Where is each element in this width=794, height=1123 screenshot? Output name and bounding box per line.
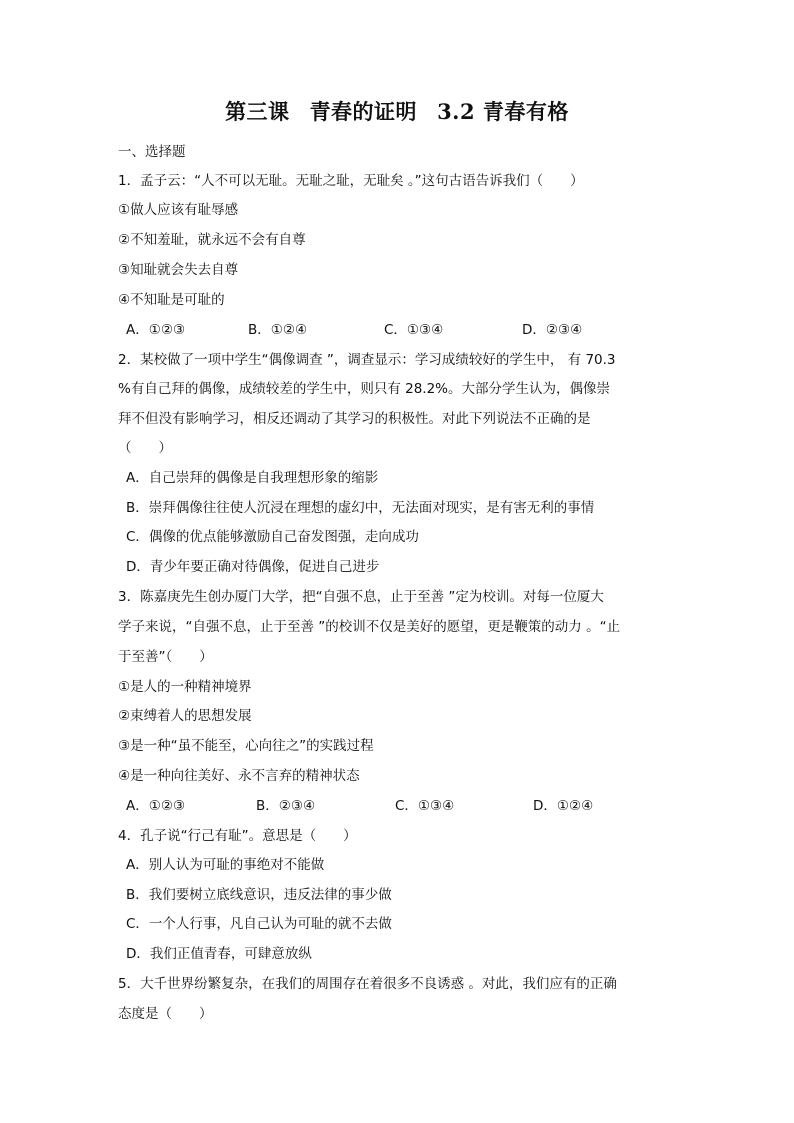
q2-option-c: C．偶像的优点能够激励自己奋发图强，走向成功 [126,529,419,545]
q1-stem: 1．孟子云：“人不可以无耻。无耻之耻，无耻矣 。”这句古语告诉我们（ ） [118,173,584,189]
q2-stem-line-3: 拜不但没有影响学习，相反还调动了其学习的积极性。对此下列说法不正确的是 [118,411,591,427]
q1-option-d: D．②③④ [522,322,583,338]
q1-option-b: B．①②④ [248,322,308,338]
title-section: 3.2 青春有格 [437,99,569,124]
q2-stem-line-1: 2．某校做了一项中学生“偶像调查 ”，调查显示：学习成绩较好的学生中， 有 70.3 [118,352,616,368]
title-lesson: 第三课 [225,99,290,124]
q3-options [126,796,593,816]
q3-item-4: ④是一种向往美好、永不言弃的精神状态 [118,768,360,784]
q2-option-a: A．自己崇拜的偶像是自我理想形象的缩影 [126,470,379,486]
q3-option-c: C．①③④ [395,798,455,814]
q1-item-3: ③知耻就会失去自尊 [118,262,239,278]
q2-stem-line-4: （ ） [118,440,172,456]
q3-item-2: ②束缚着人的思想发展 [118,708,252,724]
q4-option-a: A．别人认为可耻的事绝对不能做 [126,857,325,873]
q3-item-3: ③是一种“虽不能至，心向往之”的实践过程 [118,738,374,754]
q4-option-d: D．我们正值青春，可肆意放纵 [126,946,312,962]
q1-option-a: A．①②③ [126,322,186,338]
q4-option-b: B．我们要树立底线意识，违反法律的事少做 [126,887,392,903]
q4-stem: 4．孔子说“行己有耻”。意思是（ ） [118,828,357,844]
page-title [0,96,794,126]
q3-option-b: B．②③④ [256,798,316,814]
q2-option-d: D．青少年要正确对待偶像，促进自己进步 [126,559,380,575]
q1-options [126,320,582,340]
q1-item-1: ①做人应该有耻辱感 [118,202,239,218]
q1-option-c: C．①③④ [384,322,444,338]
q1-item-2: ②不知羞耻，就永远不会有自尊 [118,232,306,248]
q3-item-1: ①是人的一种精神境界 [118,679,252,695]
q2-stem-line-2: %有自己拜的偶像，成绩较差的学生中，则只有 28.2%。大部分学生认为，偶像崇 [118,381,611,397]
q3-option-a: A．①②③ [126,798,186,814]
section-heading: 一、选择题 [118,144,186,160]
q3-stem-line-1: 3．陈嘉庚先生创办厦门大学，把“自强不息，止于至善 ”定为校训。对每一位厦大 [118,589,604,605]
title-theme: 青春的证明 [309,99,418,124]
q2-option-b: B．崇拜偶像往往使人沉浸在理想的虚幻中，无法面对现实，是有害无利的事情 [126,500,595,516]
q5-stem-line-2: 态度是（ ） [118,1006,213,1022]
q4-option-c: C．一个人行事，凡自己认为可耻的就不去做 [126,916,392,932]
q3-option-d: D．①②④ [533,798,594,814]
q1-item-4: ④不知耻是可耻的 [118,292,225,308]
q3-stem-line-3: 于至善”（ ） [118,649,213,665]
q5-stem-line-1: 5．大千世界纷繁复杂，在我们的周围存在着很多不良诱惑 。对此，我们应有的正确 [118,976,617,992]
q3-stem-line-2: 学子来说，“自强不息，止于至善 ”的校训不仅是美好的愿望，更是鞭策的动力 。“止 [118,619,621,635]
